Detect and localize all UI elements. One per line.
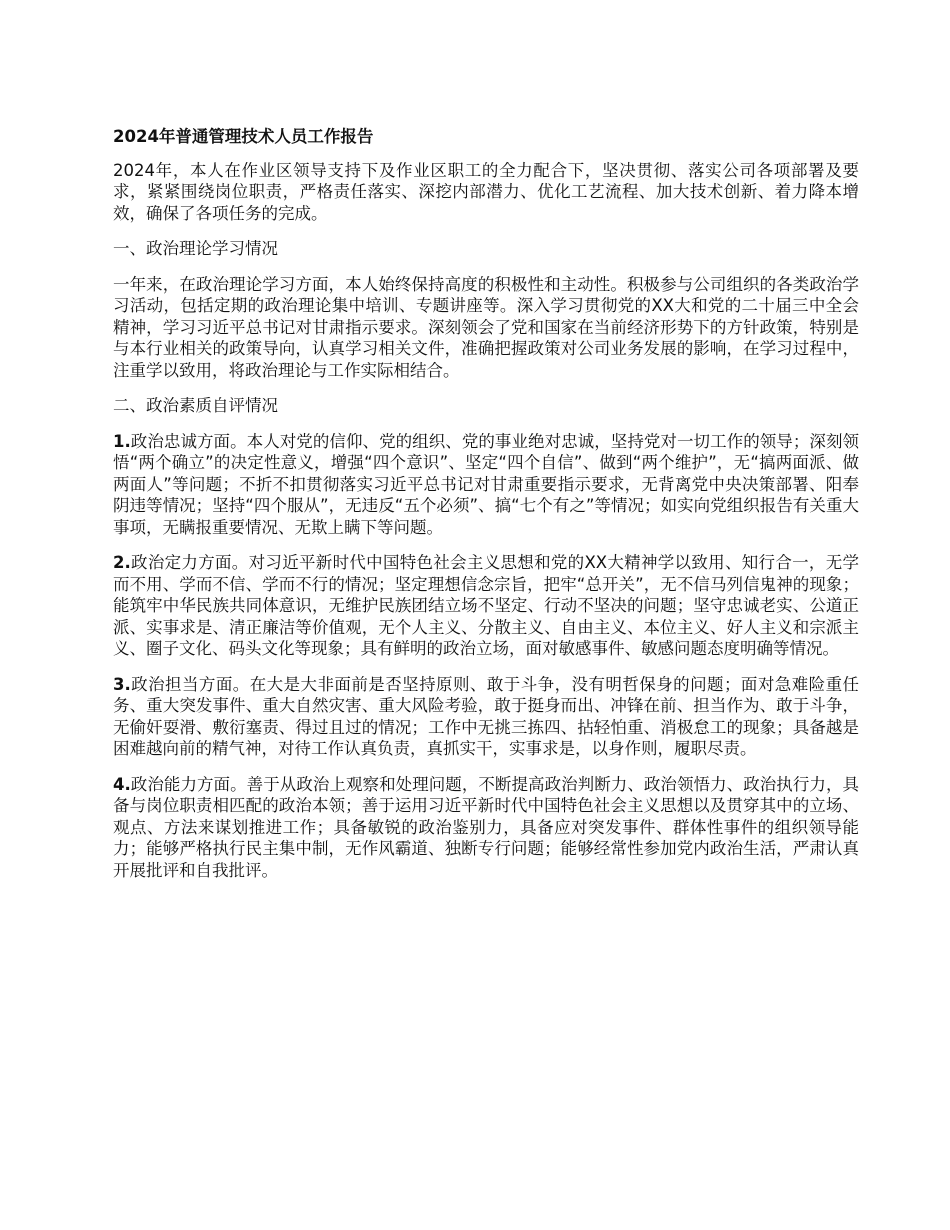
document-page xyxy=(113,126,859,895)
political-theory-paragraph: 一年来，在政治理论学习方面，本人始终保持高度的积极性和主动性。积极参与公司组织的各类政治学习活动，包括定期的政治理论集中培训、专题讲座等。深入学习贯彻党的XX大和党的二十届三中全会精神，学习习近平总书记对甘肃指示要求。深刻领会了党和国家在当前经济形势下的方针政策，特别是与本行业相关的政策导向，认真学习相关文件，准确把握政策对公司业务发展的影响，在学习过程中，注重学以致用，将政治理论与工作实际相结合。 xyxy=(113,274,859,380)
item-political-ability xyxy=(113,774,859,882)
item-political-responsibility xyxy=(113,674,859,760)
document-title: 2024年普通管理技术人员工作报告 xyxy=(113,127,374,146)
item-political-loyalty xyxy=(113,431,859,539)
item-number: 1. xyxy=(113,431,131,451)
item-text: 政治忠诚方面。本人对党的信仰、党的组织、党的事业绝对忠诚，坚持党对一切工作的领导；深刻领悟“两个确立”的决定性意义，增强“四个意识”、坚定“四个自信”、做到“两个维护”，无“搞两面派、做两面人”等问题；不折不扣贯彻落实习近平总书记对甘肃重要指示要求，无背离党中央决策部署、阳奉阴违等情况；坚持“四个服从”，无违反“五个必须”、搞“七个有之”等情况；如实向党组织报告有关重大事项，无瞒报重要情况、无欺上瞒下等问题。 xyxy=(113,431,859,537)
item-text: 政治担当方面。在大是大非面前是否坚持原则、敢于斗争，没有明哲保身的问题；面对急难险重任务、重大突发事件、重大自然灾害、重大风险考验，敢于挺身而出、冲锋在前、担当作为、敢于斗争，无偷奸耍滑、敷衍塞责、得过且过的情况；工作中无挑三拣四、拈轻怕重、消极怠工的现象；具备越是困难越向前的精气神，对待工作认真负责，真抓实干，实事求是，以身作则，履职尽责。 xyxy=(113,674,859,758)
item-text: 政治定力方面。对习近平新时代中国特色社会主义思想和党的XX大精神学以致用、知行合一，无学而不用、学而不信、学而不行的情况；坚定理想信念宗旨，把牢“总开关”，无不信马列信鬼神的现象；能筑牢中华民族共同体意识，无维护民族团结立场不坚定、行动不坚决的问题；坚守忠诚老实、公道正派、实事求是、清正廉洁等价值观，无个人主义、分散主义、自由主义、本位主义、好人主义和宗派主义、圈子文化、码头文化等现象；具有鲜明的政治立场，面对敏感事件、敏感问题态度明确等情况。 xyxy=(113,553,859,658)
intro-paragraph: 2024年，本人在作业区领导支持下及作业区职工的全力配合下，坚决贯彻、落实公司各项部署及要求，紧紧围绕岗位职责，严格责任落实、深挖内部潜力、优化工艺流程、加大技术创新、着力降本增效，确保了各项任务的完成。 xyxy=(113,160,859,223)
section-heading-political-quality: 二、政治素质自评情况 xyxy=(113,396,278,415)
item-text: 政治能力方面。善于从政治上观察和处理问题，不断提高政治判断力、政治领悟力、政治执行力，具备与岗位职责相匹配的政治本领；善于运用习近平新时代中国特色社会主义思想以及贯穿其中的立场、观点、方法来谋划推进工作；具备敏锐的政治鉴别力，具备应对突发事件、群体性事件的组织领导能力；能够严格执行民主集中制，无作风霸道、独断专行问题；能够经常性参加党内政治生活，严肃认真开展批评和自我批评。 xyxy=(113,774,859,880)
item-number: 3. xyxy=(113,674,131,694)
item-political-determination xyxy=(113,552,859,660)
item-number: 2. xyxy=(113,553,131,572)
section-heading-political-theory: 一、政治理论学习情况 xyxy=(113,239,278,258)
item-number: 4. xyxy=(113,774,131,794)
